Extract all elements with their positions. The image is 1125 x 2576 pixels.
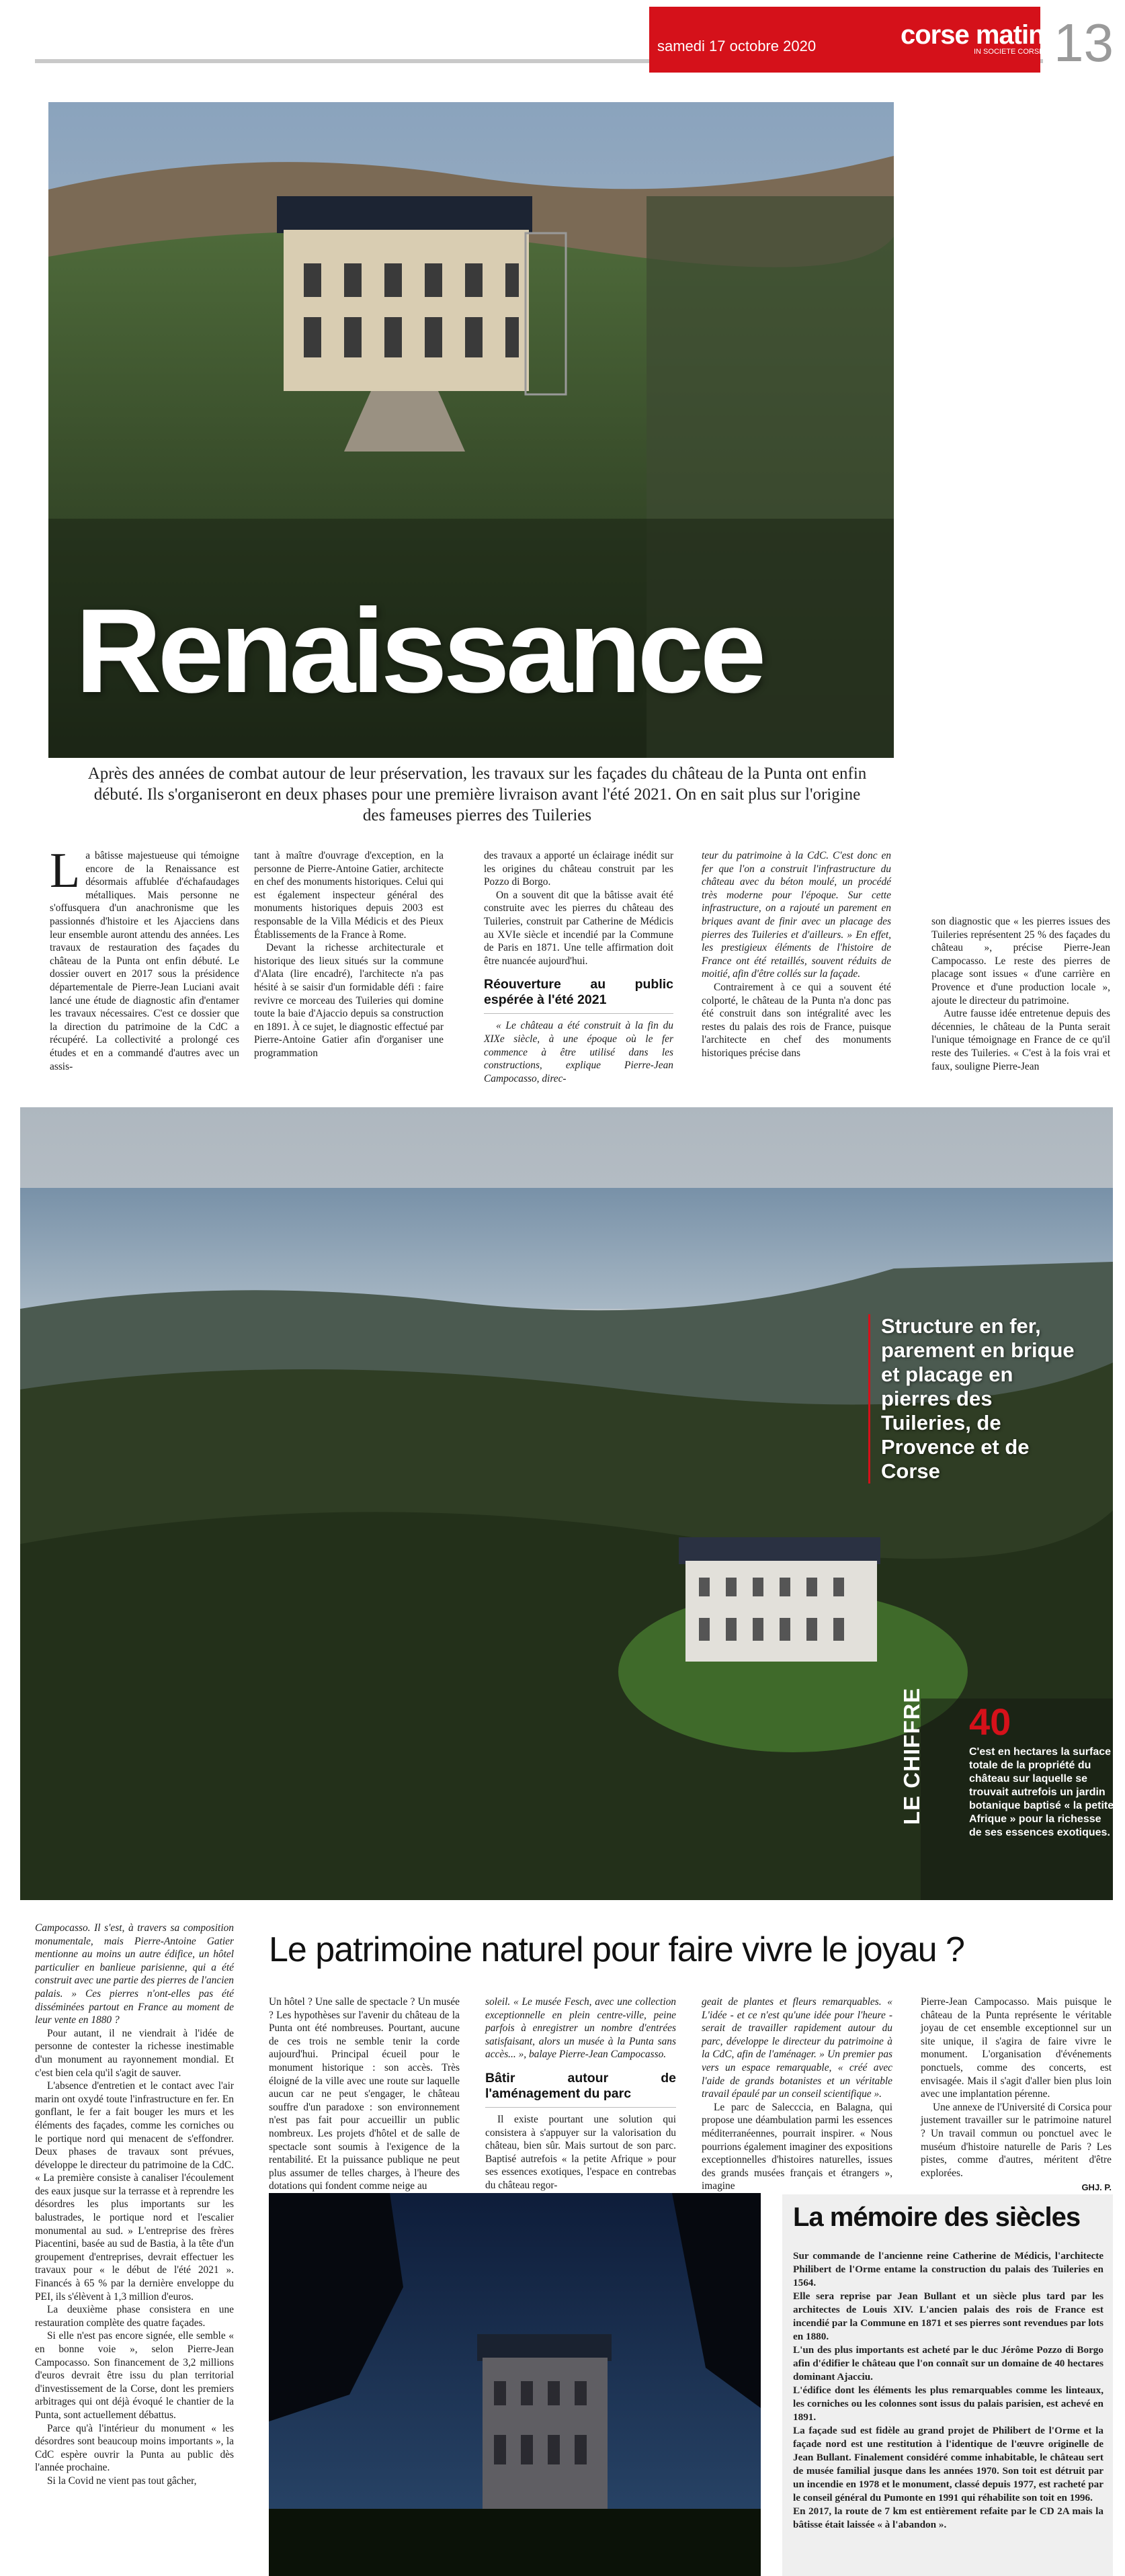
article-paragraph: teur du patrimoine à la CdC. C'est donc en fer que l'on a construit l'infrastructure du château avec du béton moulé, un procédé très moderne pour l'époque. Sur cette infrastructure, on a rajouté un parement en briques avant de finir avec un placage des pierres des Tuileries et d'ailleurs. » En effet, les prestigieux éléments de l'histoire de France ont été retaillés, souvent réduits de moitié, afin d'être collés sur la façade. <box>702 850 891 980</box>
photo-callout: Structure en fer, parement en brique et placage en pierres des Tuileries, de Provence et de Corse <box>868 1314 1083 1484</box>
article-paragraph: tant à maître d'ouvrage d'exception, en la personne de Pierre-Antoine Gatier, architecte en chef des monuments historiques. Celui qui est également inspecteur général des monuments historiques depuis 2003 est responsable de la Villa Médicis et des Pieux Établissements de la France à Rome. <box>254 850 444 941</box>
box-paragraph: Sur commande de l'ancienne reine Catherine de Médicis, l'architecte Philibert de l'Orme entame la construction du palais des Tuileries en 1564. <box>793 2250 1103 2288</box>
article-paragraph: Le parc de Salecccia, en Balagna, qui propose une déambulation parmi les essences méditerranéennes, pourrait inspirer. « Nous pourrions également imaginer des expositions exceptionnelles d'histoires naturelles, issues des grands musées français et étrangers », imagine <box>702 2101 892 2192</box>
headline: Renaissance <box>75 584 763 718</box>
article-paragraph: Il existe pourtant une solution qui consistera à s'appuyer sur la valorisation du château, bien sûr. Mais surtout de son parc. Baptisé autrefois « la petite Afrique » pour ses essences exotiques, l'espace en contrebas du château regor- <box>485 2113 676 2191</box>
article-column-4 <box>702 849 891 1060</box>
article-paragraph: a bâtisse majestueuse qui témoigne encore de la Renaissance est désormais affublée d'échafaudages métalliques. Mais personne ne s'offusquera d'un anachronisme que les passionnés d'histoire et les Ajacciens dans leur ensemble auront attendu des années. Les travaux de restauration des façades du château de la Punta ont enfin débuté. Le dossier ouvert en 2017 sous la présidence départementale de Pierre-Jean Luciani avait lancé une étude de diagnostic afin d'entamer les travaux nécessaires. C'est ce dossier que la direction du patrimoine de la CdC a récupéré. La collectivité a prolongé ces études et en a commandé d'autres avec un assis- <box>50 850 239 1072</box>
le-chiffre-label: LE CHIFFRE <box>899 1687 924 1825</box>
author-signature: GHJ. P. <box>1081 2182 1112 2193</box>
article-quote: « Le château a été construit à la fin du XIXe siècle, à une époque où le fer commence à être utilisé dans les constructions, explique Pierre-Jean Campocasso, direc- <box>484 1020 673 1084</box>
article-continued-column <box>35 1922 234 2488</box>
article-column-2 <box>254 849 444 1060</box>
article-paragraph: Campocasso. Il s'est, à travers sa composition monumentale, mais Pierre-Antoine Gatier mentionne au moins un autre édifice, un hôtel particulier en banlieue parisienne, qui a été construit avec une partie des pierres de l'ancien palais. » Ces pierres n'ont-elles pas été disséminées partout en France au moment de leur vente en 1880 ? <box>35 1922 234 2026</box>
logo-text: corse matin <box>901 20 1044 50</box>
article-paragraph: La deuxième phase consistera en une restauration complète des quatre façades. <box>35 2304 234 2329</box>
le-chiffre-number: 40 <box>969 1701 1011 1743</box>
article-paragraph: Contrairement à ce qui a souvent été colporté, le château de la Punta n'a donc pas été construit dans son intégralité avec les restes du palais des rois de France, puisque l'architecte en chef des monuments historiques précise dans <box>702 981 891 1059</box>
article-paragraph: Un hôtel ? Une salle de spectacle ? Un musée ? Les hypothèses sur l'avenir du château de la Punta ont été nombreuses. Pourtant, aucune de ces trois ne semble tenir la corde aujourd'hui. Principal écueil pour le monument historique : son accès. Très éloigné de la ville avec une route sur laquelle aucun car ne peut s'engager, le château souffre d'un paradoxe : son environnement n'est pas fait pour accueillir un public nombreux. Les projets d'hôtel et de salle de spectacle sont soumis à l'exigence de la rentabilité. Et la puissance publique ne peut plus assumer de telles charges, à l'heure des dotations qui fondent comme neige au <box>269 1996 460 2192</box>
header-date: samedi 17 octobre 2020 <box>657 38 817 54</box>
article-column-3 <box>484 849 673 1085</box>
page-number: 13 <box>1054 13 1114 73</box>
article-paragraph: Pour autant, il ne viendrait à l'idée de personne de contester la richesse inestimable d'un monument au rayonnement mondial. Et c'est bien cela qu'il s'agit de sauver. <box>35 2027 234 2079</box>
article-paragraph: L'absence d'entretien et le contact avec l'air marin ont oxydé toute l'infrastructure en fer. En gonflant, le fer a fait bouger les murs et les éléments des façades, comme les corniches ou le portique nord qui menacent de s'effondrer. Deux phases de travaux sont prévues, développe le directeur du patrimoine de la CdC. « La première consiste à canaliser l'écoulement des eaux jusque sur la terrasse et à reprendre les désordres les plus importants sur les balustrades, le portique nord et l'escalier monumental au sud. » L'entreprise des frères Piacentini, basée au sud de Bastia, à la tête d'un groupement d'entreprises, devrait effectuer les travaux pour « le début de l'été 2021 ». Financés à 65 % par la dernière enveloppe du PEI, ils s'élèvent à 1,3 million d'euros. <box>35 2080 234 2303</box>
box-paragraph: En 2017, la route de 7 km est entièrement refaite par le CD 2A mais la bâtisse était laissée « à l'abandon ». <box>793 2505 1103 2530</box>
article-paragraph: Autre fausse idée entretenue depuis des décennies, le château de la Punta serait l'unique témoignage en France de ce qu'il reste des Tuileries. « C'est à la fois vrai et faux, souligne Pierre-Jean <box>931 1008 1110 1072</box>
chateau-aerial-photo <box>20 1107 1113 1900</box>
subheading: Bâtir autour de l'aménagement du parc <box>485 2071 676 2108</box>
article2-column-4 <box>921 1995 1112 2194</box>
article2-title: Le patrimoine naturel pour faire vivre le joyau ? <box>269 1930 964 1969</box>
history-box-title: La mémoire des siècles <box>793 2202 1081 2232</box>
article-paragraph: geait de plantes et fleurs remarquables. « L'idée - et ce n'est qu'une idée pour l'heure - serait de travailler rapidement autour du parc, développe le directeur du patrimoine à la CdC, afin de l'aménager. » Un premier pas vers un espace remarquable, « créé avec l'aide de grands botanistes et un véritable travail épaulé par un conseil scientifique ». <box>702 1996 892 2100</box>
le-chiffre-text: C'est en hectares la surface totale de la propriété du château sur laquelle se trouvait autrefois un jardin botanique baptisé « la petite Afrique » pour la richesse de ses essences exotiques. <box>969 1746 1114 1838</box>
article-paragraph: Parce qu'à l'intérieur du monument « les désordres sont beaucoup moins importants », la CdC espère ouvrir la Punta au public dès l'année prochaine. <box>35 2422 234 2474</box>
box-paragraph: L'un des plus importants est acheté par le duc Jérôme Pozzo di Borgo afin d'édifier le château que l'on connaît sur un domaine de 40 hectares dominant Ajacciu. <box>793 2344 1103 2382</box>
article-paragraph: Si elle n'est pas encore signée, elle semble « en bonne voie », selon Pierre-Jean Campocasso. Son financement de 3,2 millions d'euros devrait être issu du plan territorial d'investissement de la Corse, dont les premiers arbitrages qui ont déjà évoqué le chantier de la Punta, sont actuellement débattus. <box>35 2330 234 2421</box>
article-paragraph: Si la Covid ne vient pas tout gâcher, <box>47 2475 197 2487</box>
article-paragraph: Une annexe de l'Université di Corsica pour justement travailler sur le patrimoine naturel ? Un travail commun ou ponctuel avec le muséum d'histoire naturelle de Paris ? Les pistes, comme d'autres, méritent d'être explorées. <box>921 2101 1112 2179</box>
article2-column-2 <box>485 1995 676 2192</box>
article-column-1 <box>50 843 239 1073</box>
box-paragraph: L'édifice dont les éléments les plus remarquables comme les linteaux, les corniches ou les colonnes sont issus du palais parisien, est achevé en 1891. <box>793 2385 1103 2423</box>
history-box-text <box>793 2249 1103 2532</box>
subheading: Réouverture au public espérée à l'été 2021 <box>484 977 673 1014</box>
article-column-5 <box>931 915 1110 1073</box>
article-paragraph: son diagnostic que « les pierres issues des Tuileries représentent 25 % des façades du château », précise Pierre-Jean Campocasso. Le reste des pierres de placage sont issues « d'une carrière en Provence et d'une production locale », ajoute le directeur du patrimoine. <box>931 916 1110 1006</box>
dropcap: L <box>50 843 81 898</box>
article2-column-1 <box>269 1995 460 2193</box>
box-paragraph: La façade sud est fidèle au grand projet de Philibert de l'Orme et la façade nord est une restitution à l'identique de l'œuvre originelle de Jean Bullant. Finalement considéré comme inhabitable, le château sert de musée familial jusque dans les années 1970. Son toit est détruit par un incendie en 1978 et le monument, classé depuis 1977, est racheté par le conseil général du Pumonte en 1991 qui réhabilite son toit en 1996. <box>793 2425 1103 2503</box>
article-paragraph: des travaux a apporté un éclairage inédit sur les origines du château construit par les Pozzo di Borgo. <box>484 850 673 888</box>
article-paragraph: soleil. « Le musée Fesch, avec une collection exceptionnelle en plein centre-ville, peine parfois à enregistrer un nombre d'entrées satisfaisant, alors un musée à la Punta sans accès... », balaye Pierre-Jean Campocasso. <box>485 1996 676 2061</box>
newspaper-logo[interactable] <box>901 20 1044 56</box>
chateau-night-photo <box>269 2193 761 2576</box>
lead-paragraph: Après des années de combat autour de leur préservation, les travaux sur les façades du château de la Punta ont enfin débuté. Ils s'organiseront en deux phases pour une première livraison avant l'été 2021. On en sait plus sur l'origine des fameuses pierres des Tuileries <box>87 765 867 824</box>
article-paragraph: Pierre-Jean Campocasso. Mais puisque le château de la Punta représente le véritable joyau de cet ensemble exceptionnel sur un site unique, il s'agira de faire vivre le monument. L'organisation d'événements ponctuels, comme des concerts, est envisagée. Mais il s'agit d'aller bien plus loin avec une implantation pérenne. <box>921 1996 1112 2100</box>
box-paragraph: Elle sera reprise par Jean Bullant et un siècle plus tard par les architectes de Louis XIV. L'ancien palais des rois de France est incendié par la Commune en 1871 et ses pierres sont revendues par lots en 1880. <box>793 2290 1103 2342</box>
logo-tagline: IN SOCIETE CORSE <box>974 48 1044 56</box>
article-paragraph: Devant la richesse architecturale et historique des lieux situés sur la commune d'Alata (lire encadré), l'architecte n'a pas hésité à se saisir d'un formidable défi : faire revivre ce morceau des Tuileries qui domine toute la baie d'Ajaccio depuis sa construction en 1891. À ce sujet, le diagnostic effectué par Pierre-Antoine Gatier afin d'organiser une programmation <box>254 942 444 1059</box>
article2-column-3 <box>702 1995 892 2193</box>
article-paragraph: On a souvent dit que la bâtisse avait été construite avec les pierres du château des Tuileries, construit par Catherine de Médicis au XVIe siècle et incendié par la Commune de Paris en 1871. Une telle affirmation doit être nuancée aujourd'hui. <box>484 889 673 967</box>
